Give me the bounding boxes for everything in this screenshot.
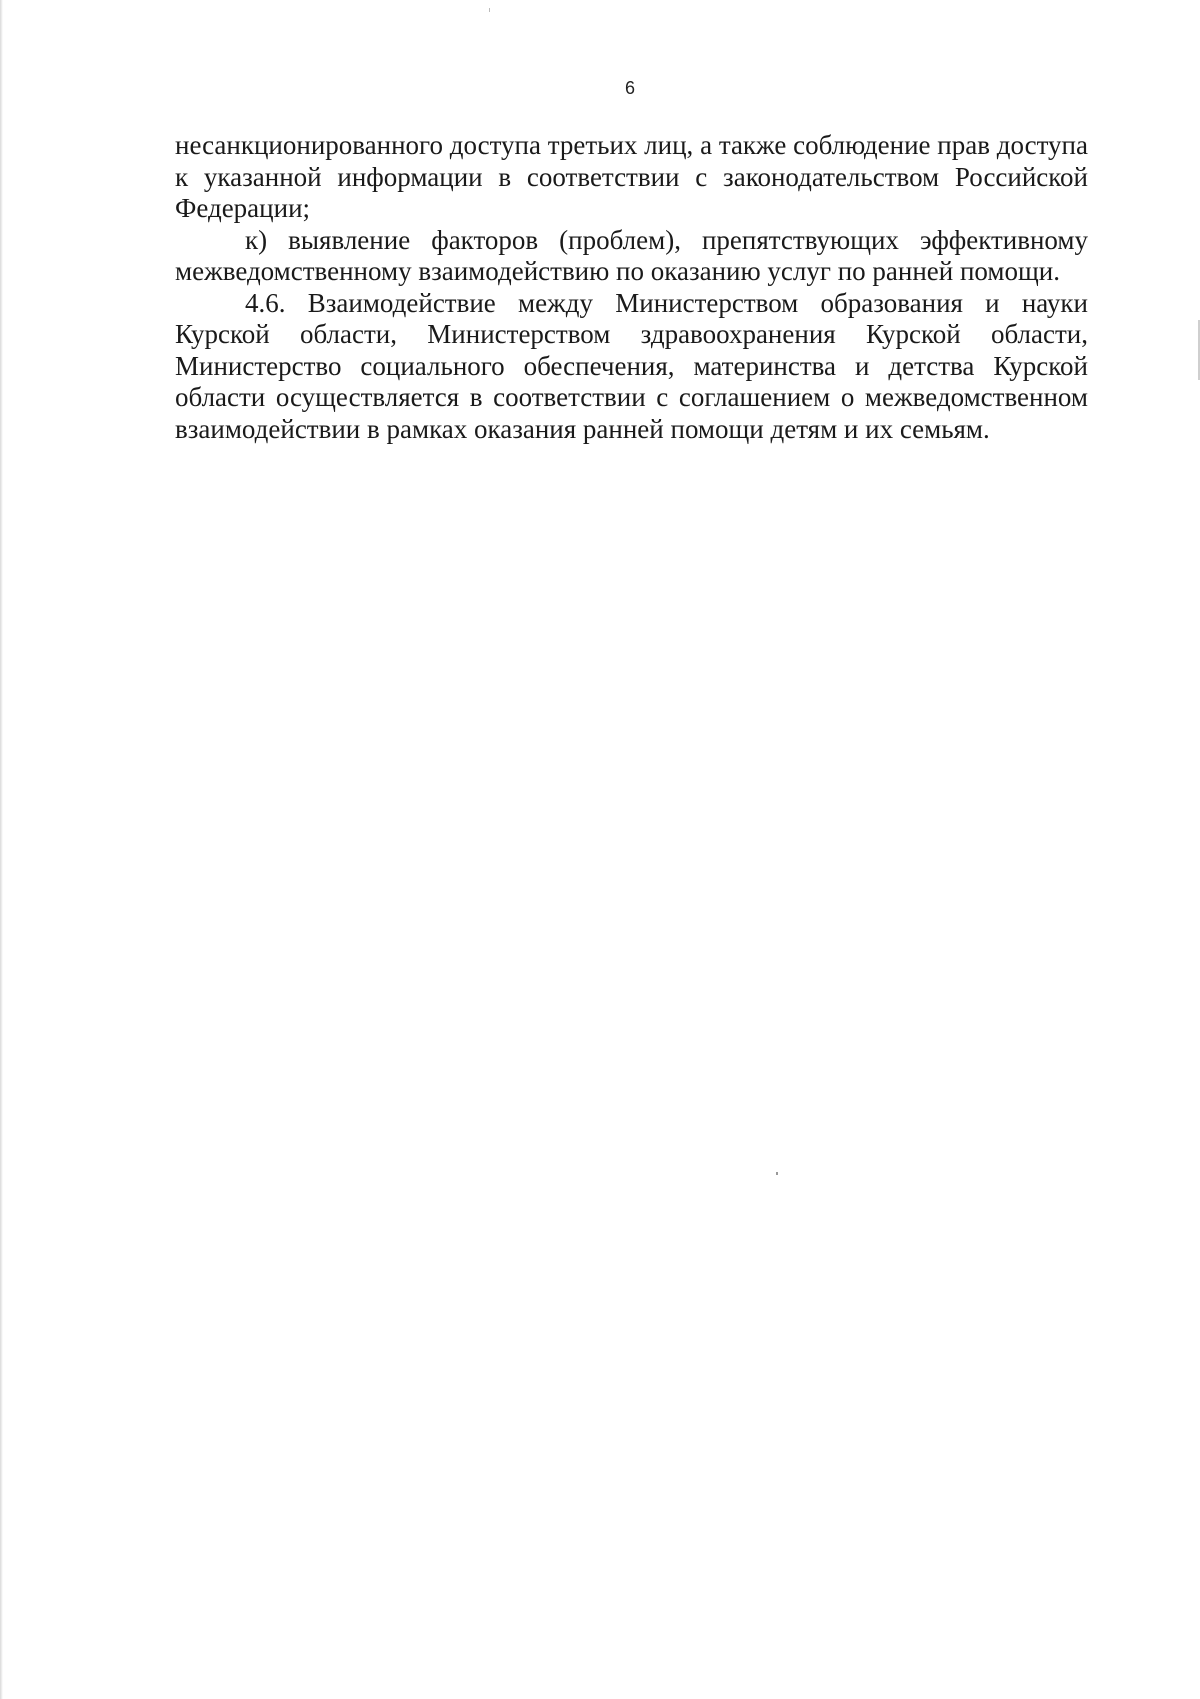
scan-speck-lower [776,1172,778,1175]
scan-speck [489,8,490,12]
document-body [175,130,1088,445]
paragraph-item-k: к) выявление факторов (проблем), препятствующих эффективному межведомственному взаимодействию по оказанию услуг по ранней помощи. [175,224,1088,286]
scan-left-edge [0,0,3,1699]
paragraph-continuation: несанкционированного доступа третьих лиц, а также соблюдение прав доступа к указанной информации в соответствии с законодательством Российской Федерации; [175,130,1088,223]
paragraph-item-4-6: 4.6. Взаимодействие между Министерством образования и науки Курской области, Министерством здравоохранения Курской области, Министерство социального обеспечения, материнства и детства Курской области осуществляется в соответствии с соглашением о межведомственном взаимодействии в рамках оказания ранней помощи детям и их семьям. [175,287,1088,444]
page-number: 6 [624,78,635,98]
